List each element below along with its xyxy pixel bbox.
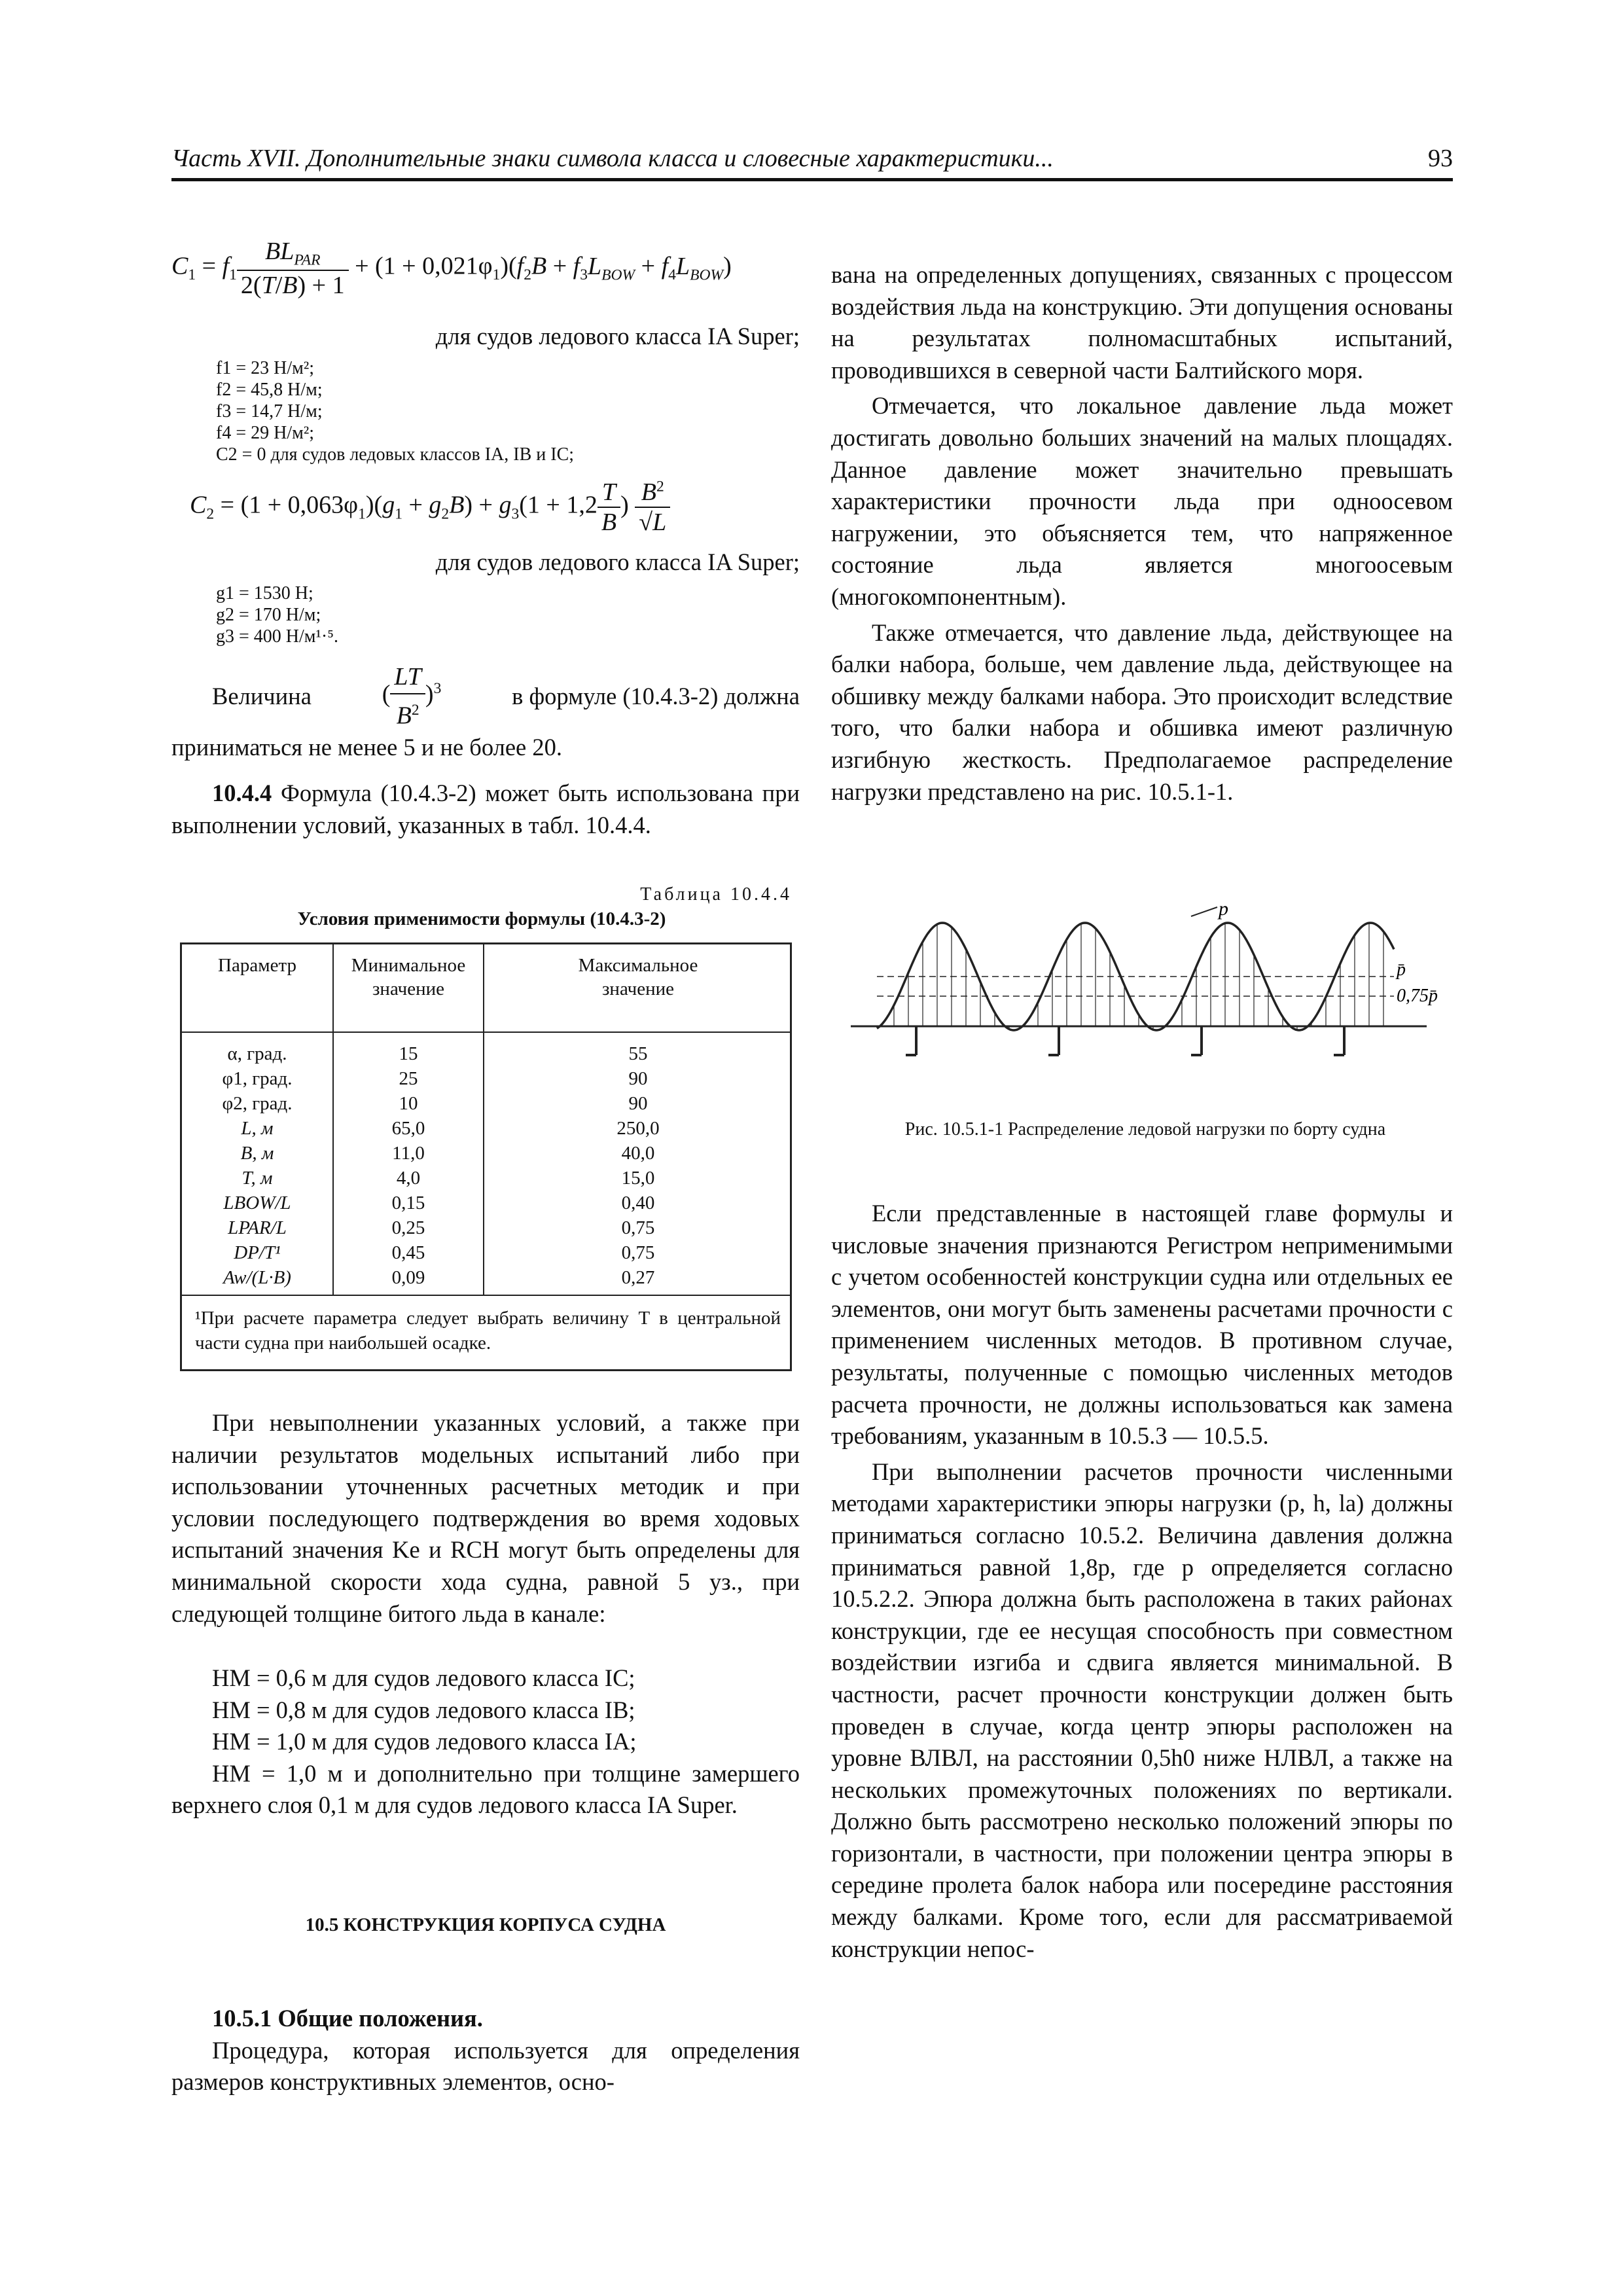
table-divider <box>182 1031 790 1033</box>
g-value: g3 = 400 Н/м¹·⁵. <box>216 626 338 647</box>
frames <box>906 1026 1344 1055</box>
paragraph: Если представленные в настоящей главе формулы и числовые значения признаются Регистром неприменимыми с учетом особенностей конструкции судна или отдельных ее элементов, они могут быть заменены расчетами прочности с применением численных методов. В противном случае, результаты, полученные с помощью численных методов расчета прочности, не должны использоваться как замена требованиям, указанным в 10.5.3 — 10.5.5. <box>831 1200 1453 1450</box>
subsection-heading: 10.5.1 Общие положения. <box>212 2005 483 2032</box>
subsection-10-5-1 <box>171 2003 800 2098</box>
lt-over-b2-formula: ( $\frac{LT}{B^2}$ )$^3$ <box>382 661 442 732</box>
procedure-paragraph: Процедура, которая используется для определения размеров конструктивных элементов, осно- <box>171 2036 800 2096</box>
label-p: p <box>1219 898 1228 920</box>
table-row: DP/T¹ 0,45 0,75 <box>234 1242 655 1263</box>
ice-load-diagram <box>851 898 1438 1067</box>
g-values-list <box>216 583 609 647</box>
f-value: f1 = 23 Н/м²; <box>216 358 315 378</box>
f-value: f4 = 29 Н/м²; <box>216 423 315 443</box>
header-rule <box>171 178 1453 181</box>
hm-line: HM = 1,0 м и дополнительно при толщине замершего верхнего слоя 0,1 м для судов ледового класса IA Super. <box>171 1759 800 1819</box>
table-title: Условия применимости формулы (10.4.3-2) <box>297 908 666 929</box>
right-bottom-text <box>831 1198 1453 1965</box>
g-value: g2 = 170 Н/м; <box>216 605 321 625</box>
c1-condition: для судов ледового класса IA Super; <box>435 323 800 350</box>
g-value: g1 = 1530 Н; <box>216 583 313 603</box>
f-value: f3 = 14,7 Н/м; <box>216 401 323 422</box>
c2-condition: для судов ледового класса IA Super; <box>435 548 800 575</box>
hm-list <box>171 1662 800 1821</box>
hm-line: HM = 0,6 м для судов ледового класса IC; <box>212 1664 635 1691</box>
running-title: Часть XVII. Дополнительные знаки символа класса и словесные характеристики... <box>171 145 1054 172</box>
table-row: Aw/(L·B) 0,09 0,27 <box>223 1267 655 1288</box>
label-pbar: p̄ <box>1397 960 1406 980</box>
paragraph-number: 10.4.4 <box>212 780 272 806</box>
c2-zero-line: C2 = 0 для судов ледовых классов IA, IB и IC; <box>216 444 575 465</box>
ice-load-figure <box>851 898 1438 1067</box>
section-heading: 10.5 КОНСТРУКЦИЯ КОРПУСА СУДНА <box>305 1914 666 1935</box>
f-values-list <box>216 357 609 465</box>
table-row: LBOW/L 0,15 0,40 <box>223 1193 655 1213</box>
formula-c1: $C_1 = f_1$ $\frac{BL_{PAR}}{2(T/B) + 1}$ + $(1 + 0,021\varphi_1)(f_2B + f_3L_{BOW} + f_4L_{BOW})$ <box>171 238 732 299</box>
table-header-min: Минимальное значение <box>351 955 466 999</box>
paragraph: Также отмечается, что давление льда, действующее на балки набора, больше, чем давление льда, действующее на обшивку между балками набора. Это происходит вследствие того, что балки набора и обшивка имеют различную изгибную жесткость. Предполагаемое распределение нагрузки представлено на рис. 10.5.1-1. <box>831 619 1453 805</box>
paragraph: Отмечается, что локальное давление льда может достигать довольно больших значений на малых площадях. Данное давление может значительно превышать характеристики прочности льда при одноосевом нагружении, это объясняется тем, что напряженное состояние льда является многоосевым (многокомпонентным). <box>831 392 1453 610</box>
table-label: Таблица 10.4.4 <box>640 884 792 905</box>
hm-line: HM = 0,8 м для судов ледового класса IB; <box>212 1696 635 1723</box>
hm-line: HM = 1,0 м для судов ледового класса IA; <box>212 1728 637 1755</box>
table-divider <box>182 1295 790 1296</box>
table-row: L, м 65,0 250,0 <box>241 1118 660 1139</box>
formula-c2: $C_2 = (1 + 0,063\varphi_1)(g_1 + g_2B) + g_3(1 + 1,2$ $\frac{T}{B}$ ) $\frac{B^2}{√L}$ <box>190 478 798 537</box>
table-row: B, м 11,0 40,0 <box>240 1143 655 1164</box>
paragraph: вана на определенных допущениях, связанных с процессом воздействия льда на конструкцию. Эти допущения основаны на результатах полномасштабных испытаний, проводившихся в северной части Балтийского моря. <box>831 261 1453 384</box>
page-number: 93 <box>1428 145 1453 172</box>
paragraph-10-4-4: 10.4.4 Формула (10.4.3-2) может быть использована при выполнении условий, указанных в табл. 10.4.4. <box>171 780 800 838</box>
paragraph: При выполнении расчетов прочности численными методами характеристики эпюры нагрузки (p, h, la) должны приниматься согласно 10.5.2. Величина давления должна приниматься равной 1,8p, где p определяется согласно 10.5.2.2. Эпюра должна быть расположена в таких районах конструкции, где ее несущая способность при совместном воздействии изгиба и сдвига является минимальной. В частности, расчет прочности конструкции должен быть проведен в случае, когда центр эпюры расположен на уровне ВЛВЛ, на расстоянии 0,5h0 ниже НЛВЛ, а также на нескольких промежуточных положениях по вертикали. Должно быть рассмотрено несколько положений эпюры по горизонтали, в частности, при положении центра эпюры в середине пролета балок набора или посередине расстояния между балками. Кроме того, если для рассматриваемой конструкции непос- <box>831 1458 1453 1962</box>
figure-caption: Рис. 10.5.1-1 Распределение ледовой нагрузки по борту судна <box>904 1119 1386 1139</box>
table-header-param: Параметр <box>218 955 296 976</box>
label-075pbar: 0,75p̄ <box>1397 986 1438 1006</box>
f-value: f2 = 45,8 Н/м; <box>216 380 323 400</box>
table-row: φ1, град. 25 90 <box>222 1068 648 1089</box>
table-row: φ2, град. 10 90 <box>222 1093 648 1114</box>
table-row: LPAR/L 0,25 0,75 <box>228 1217 655 1238</box>
table-header-max: Максимальное значение <box>578 955 698 999</box>
p-leader-line <box>1191 907 1217 916</box>
page-header <box>171 144 1453 178</box>
table-footnote: ¹При расчете параметра следует выбрать величину T в центральной части судна при наибольшей осадке. <box>195 1308 781 1354</box>
conditions-table <box>180 942 792 1371</box>
table-row: T, м 4,0 15,0 <box>241 1168 655 1189</box>
velichina-paragraph: Величина ( $\frac{LT}{B^2}$ )$^3$ в формуле (10.4.3-2) должна приниматься не менее 5 и не более 20. <box>171 661 800 763</box>
right-top-text <box>831 259 1453 808</box>
conditions-paragraph: При невыполнении указанных условий, а также при наличии результатов модельных испытаний либо при использовании уточненных расчетных методик и при условии последующего подтверждения во время ходовых испытаний значения Ke и RCH могут быть определены для минимальной скорости хода судна, равной 5 уз., при следующей толщине битого льда в канале: <box>171 1409 800 1627</box>
table-row: α, град. 15 55 <box>227 1043 648 1064</box>
